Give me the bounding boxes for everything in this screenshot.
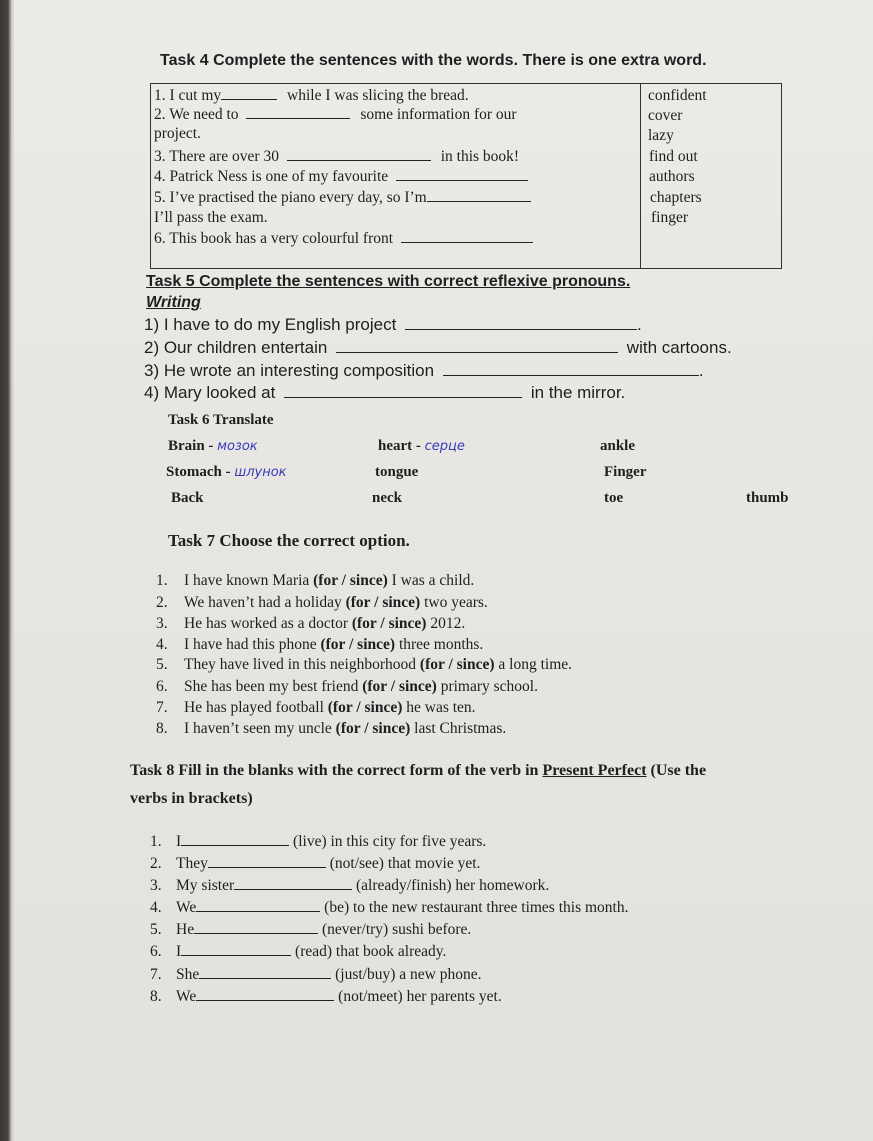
task8-item-4: 4. We (be) to the new restaurant three times this month. — [150, 899, 629, 916]
answer-blank[interactable] — [234, 877, 352, 890]
task5-item-1: 1) I have to do my English project . — [144, 315, 642, 334]
translate-item-heart: heart - серце — [378, 438, 465, 454]
choice-option[interactable]: (for / since) — [320, 636, 396, 653]
choice-option[interactable]: (for / since) — [345, 594, 421, 611]
word-bank-item: find out — [649, 148, 698, 165]
answer-blank[interactable] — [443, 363, 699, 376]
answer-blank[interactable] — [181, 943, 291, 956]
task8-title: Task 8 Fill in the blanks with the correct form of the verb in Present Perfect (Use the — [130, 762, 707, 779]
answer-blank[interactable] — [336, 340, 618, 353]
task7-item-5: 5. They have lived in this neighborhood (for / since) a long time. — [156, 656, 573, 673]
task6-title: Task 6 Translate — [168, 412, 274, 428]
translate-item-toe: toe — [604, 490, 624, 506]
answer-blank[interactable] — [287, 148, 431, 161]
word-bank-item: finger — [651, 209, 689, 226]
task7-item-4: 4. I have had this phone (for / since) three months. — [156, 636, 484, 653]
task4-sentence-6: 6. This book has a very colourful front — [154, 229, 533, 250]
task5-title: Task 5 Complete the sentences with correct reflexive pronouns. — [146, 273, 631, 290]
task7-item-1: 1. I have known Maria (for / since) I was a child. — [156, 572, 475, 589]
task4-sentence-4: 4. Patrick Ness is one of my favourite — [154, 167, 528, 188]
task4-sentence-3: 3. There are over 30 in this book! — [154, 148, 520, 165]
translate-item-neck: neck — [372, 490, 402, 506]
word-bank-item: lazy — [648, 127, 674, 144]
task4-sentence-1: 1. I cut my while I was slicing the bread. — [154, 87, 469, 104]
word-bank-item: chapters — [650, 189, 702, 206]
translate-item-ankle: ankle — [600, 438, 636, 454]
choice-option[interactable]: (for / since) — [313, 572, 388, 589]
task7-item-3: 3. He has worked as a doctor (for / since) 2012. — [156, 615, 466, 632]
task4-sentence-2-cont: project. — [154, 125, 201, 142]
task5-subtitle: Writing — [146, 294, 201, 311]
task5-item-4: 4) Mary looked at in the mirror. — [144, 383, 626, 402]
task8-item-5: 5. He (never/try) sushi before. — [150, 921, 472, 938]
answer-blank[interactable] — [196, 899, 320, 912]
task7-item-6: 6. She has been my best friend (for / since) primary school. — [156, 678, 538, 695]
translate-item-back: Back — [171, 490, 204, 506]
answer-blank[interactable] — [208, 855, 326, 868]
translate-item-tongue: tongue — [375, 464, 419, 480]
answer-blank[interactable] — [401, 230, 533, 243]
task8-item-3: 3. My sister (already/finish) her homework. — [150, 877, 550, 894]
handwritten-answer: шлунок — [234, 465, 287, 480]
task8-item-6: 6. I (read) that book already. — [150, 943, 447, 960]
task5-item-2: 2) Our children entertain with cartoons. — [144, 338, 732, 357]
answer-blank[interactable] — [284, 385, 522, 398]
choice-option[interactable]: (for / since) — [351, 615, 427, 632]
task4-sentence-2: 2. We need to some information for our — [154, 106, 517, 123]
task7-item-7: 7. He has played football (for / since) he was ten. — [156, 699, 476, 716]
answer-blank[interactable] — [405, 317, 637, 330]
word-bank-item: authors — [649, 168, 695, 185]
handwritten-answer: серце — [424, 439, 465, 454]
answer-blank[interactable] — [196, 988, 334, 1001]
task8-title-cont: verbs in brackets) — [130, 790, 253, 807]
answer-blank[interactable] — [396, 168, 528, 181]
task5-item-3: 3) He wrote an interesting composition . — [144, 361, 704, 380]
translate-item-thumb: thumb — [746, 490, 789, 506]
task8-item-1: 1. I (live) in this city for five years. — [150, 833, 487, 850]
answer-blank[interactable] — [199, 966, 331, 979]
handwritten-answer: мозок — [217, 439, 258, 454]
task8-item-2: 2. They (not/see) that movie yet. — [150, 855, 481, 872]
task8-item-8: 8. We (not/meet) her parents yet. — [150, 988, 502, 1005]
choice-option[interactable]: (for / since) — [419, 656, 495, 673]
word-bank-item: confident — [648, 87, 707, 104]
answer-blank[interactable] — [181, 833, 289, 846]
choice-option[interactable]: (for / since) — [335, 720, 411, 737]
task8-item-7: 7. She (just/buy) a new phone. — [150, 966, 482, 983]
choice-option[interactable]: (for / since) — [362, 678, 437, 695]
task7-title: Task 7 Choose the correct option. — [168, 531, 410, 550]
translate-item-stomach: Stomach - шлунок — [166, 464, 287, 480]
answer-blank[interactable] — [221, 87, 277, 100]
task4-sentence-5-cont: I’ll pass the exam. — [154, 209, 268, 226]
task4-title: Task 4 Complete the sentences with the words. There is one extra word. — [160, 52, 707, 69]
translate-item-brain: Brain - мозок — [168, 438, 258, 454]
task7-item-8: 8. I haven’t seen my uncle (for / since) last Christmas. — [156, 720, 507, 737]
answer-blank[interactable] — [194, 921, 318, 934]
word-bank-item: cover — [648, 107, 683, 124]
task4-table-divider — [640, 83, 641, 269]
answer-blank[interactable] — [427, 189, 531, 202]
translate-item-finger: Finger — [604, 464, 647, 480]
task4-sentence-5: 5. I’ve practised the piano every day, so I’m — [154, 188, 531, 209]
answer-blank[interactable] — [246, 106, 350, 119]
task7-item-2: 2. We haven’t had a holiday (for / since) two years. — [156, 594, 488, 611]
choice-option[interactable]: (for / since) — [327, 699, 403, 716]
